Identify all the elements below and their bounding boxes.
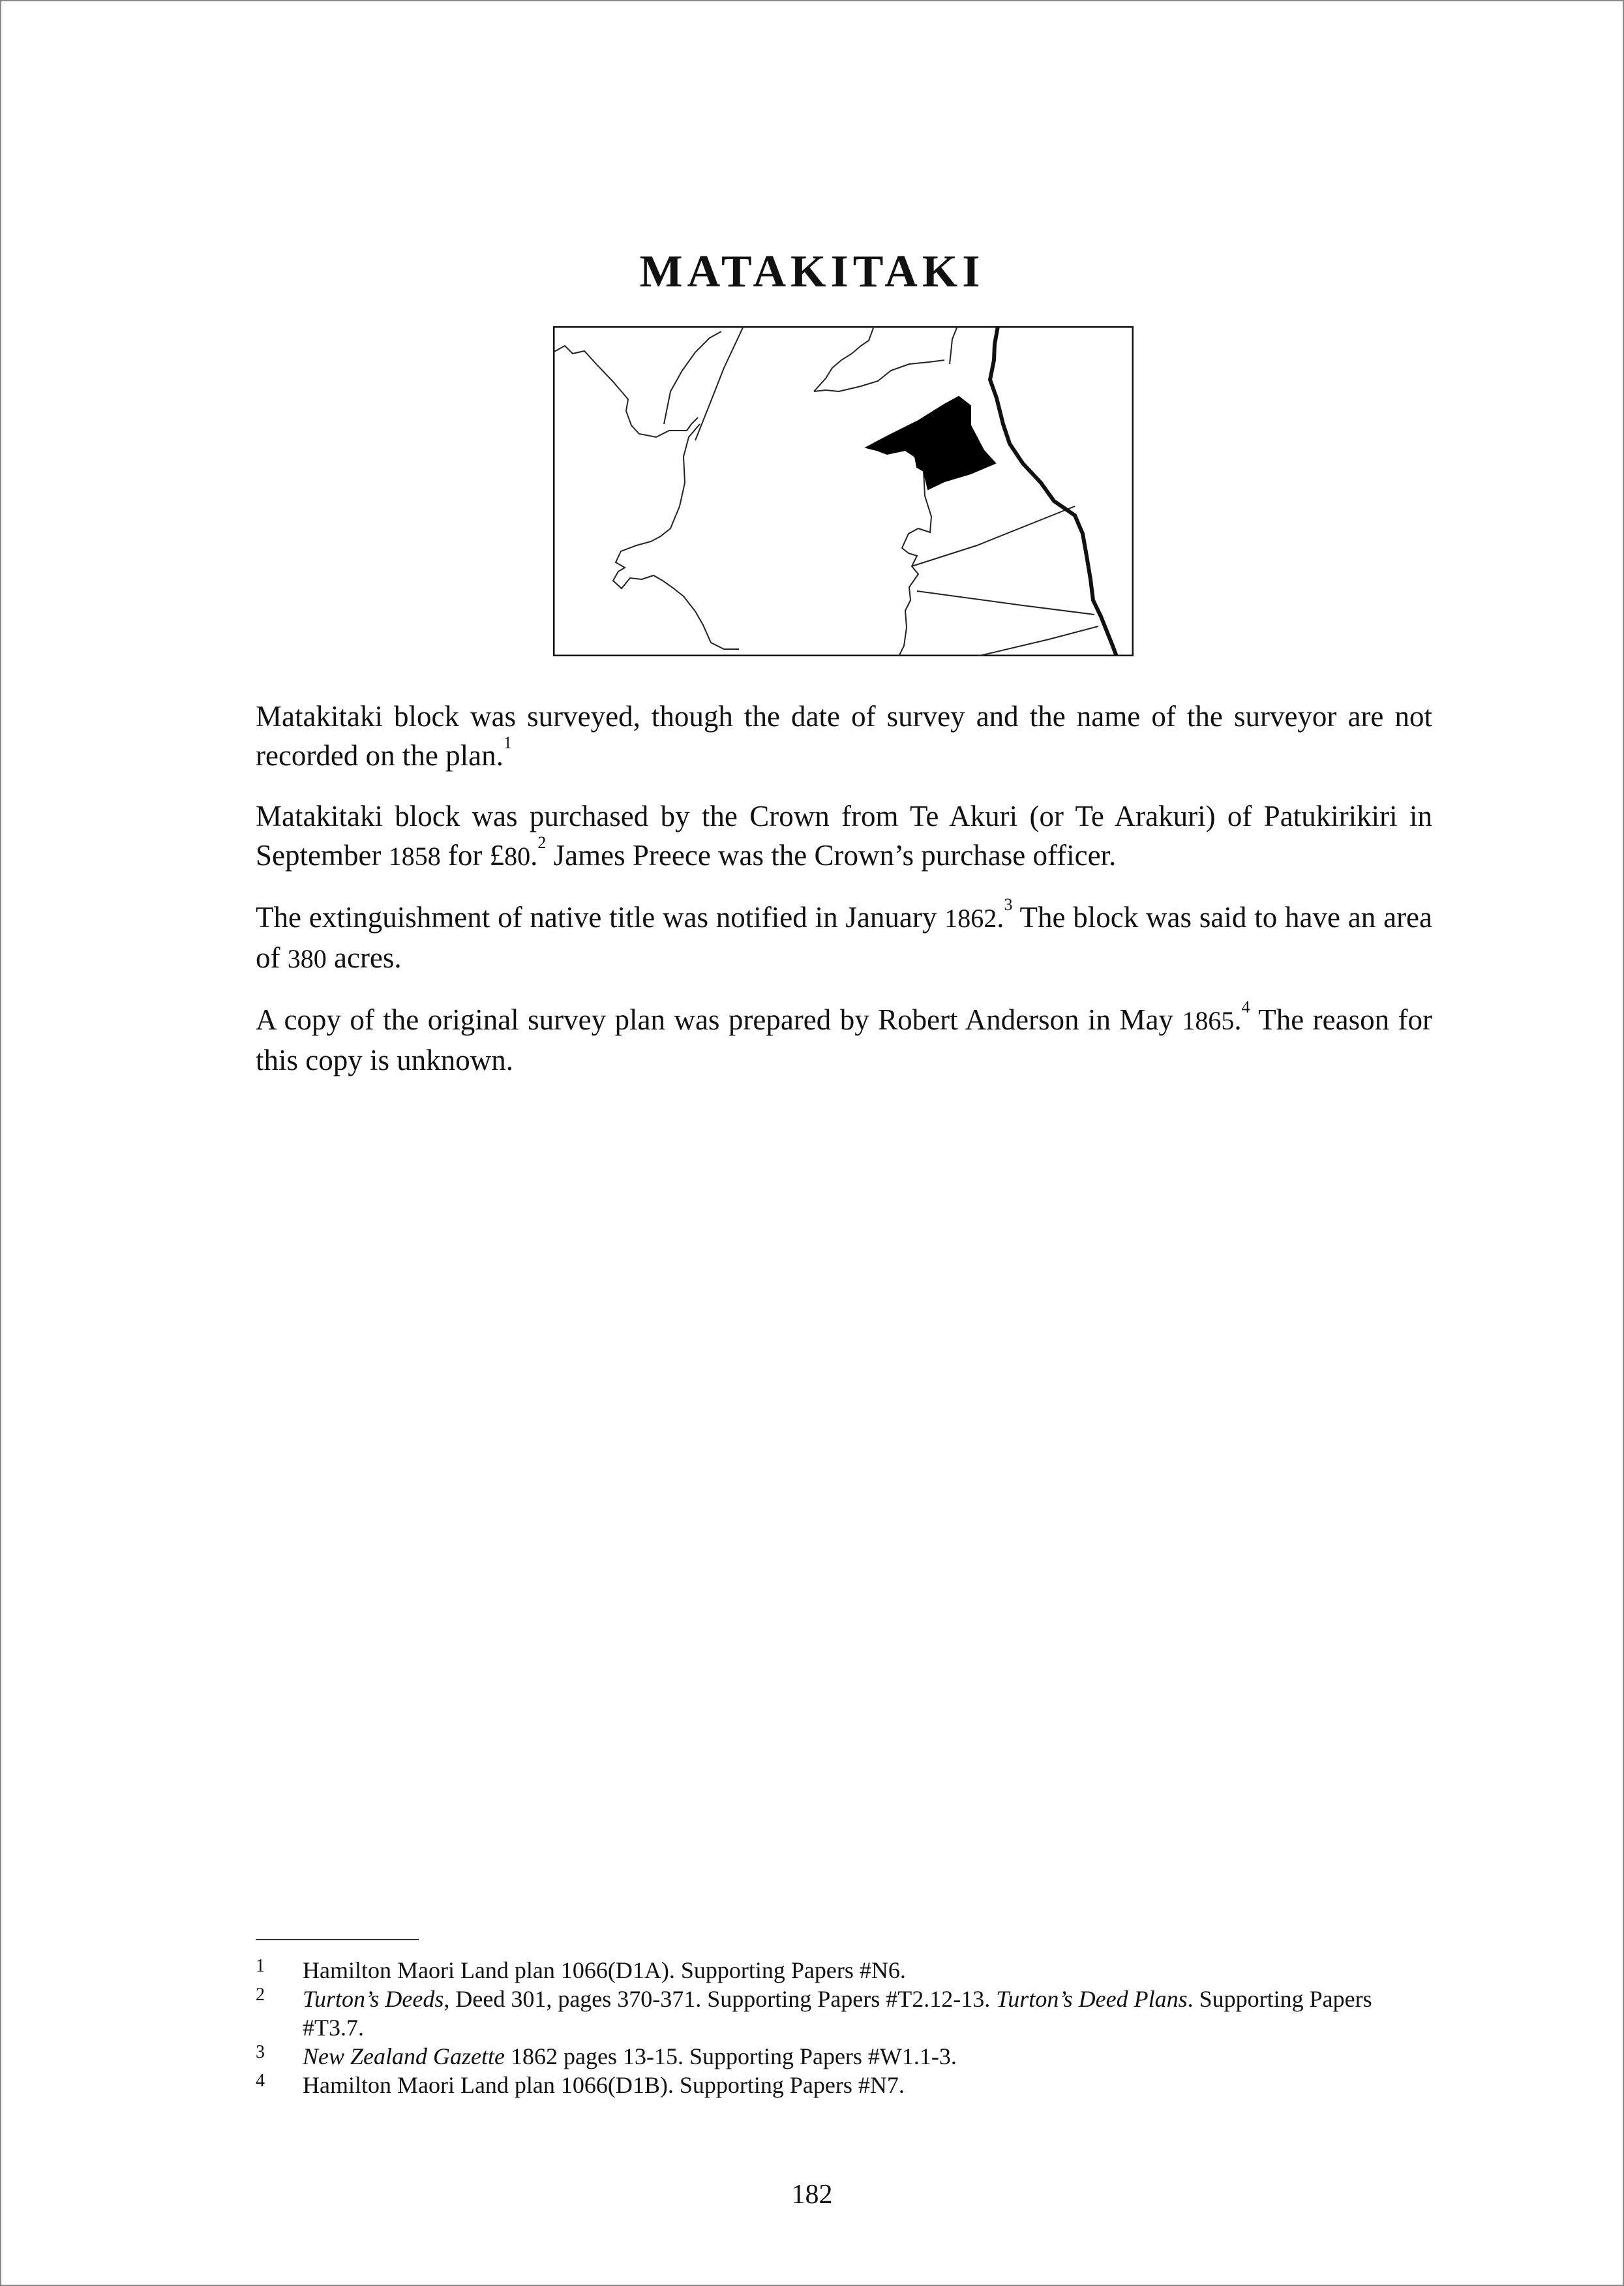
body-text bbox=[256, 697, 1432, 1101]
purchase-year: 1858 bbox=[388, 842, 441, 871]
matakitaki-block bbox=[866, 397, 995, 489]
footnote-ref-2[interactable]: 2 bbox=[537, 833, 547, 852]
paragraph-text: Matakitaki block was purchased by the Crown from Te Akuri (or Te Arakuri) of Patukirikiri in September bbox=[256, 800, 1432, 872]
block-area: 380 bbox=[287, 944, 327, 973]
footnote-text: , Deed 301, pages 370-371. Supporting Papers #T2.12-13. bbox=[444, 1986, 997, 2012]
footnote-number: 3 bbox=[256, 2042, 265, 2062]
footnote-source-title: Turton’s Deeds bbox=[303, 1986, 444, 2012]
map-coastlines bbox=[553, 326, 957, 656]
footnote-2 bbox=[256, 1985, 1430, 2042]
paragraph-text: A copy of the original survey plan was prepared by Robert Anderson in May bbox=[256, 1003, 1182, 1036]
footnote-divider bbox=[256, 1939, 419, 1940]
river-boundary bbox=[990, 326, 1117, 656]
paragraph-text: Matakitaki block was surveyed, though the date of survey and the name of the surveyor are not recorded on the plan. bbox=[256, 700, 1432, 772]
page-number: 182 bbox=[791, 2180, 833, 2210]
copy-year: 1865 bbox=[1182, 1006, 1235, 1035]
footnote-text: Hamilton Maori Land plan 1066(D1B). Supporting Papers #N7. bbox=[303, 2072, 905, 2098]
footnote-3 bbox=[256, 2042, 1430, 2071]
notification-year: 1862 bbox=[944, 904, 997, 933]
footnote-4 bbox=[256, 2071, 1430, 2099]
footnote-number: 4 bbox=[256, 2071, 265, 2091]
footnote-number: 1 bbox=[256, 1956, 265, 1976]
footnote-ref-4[interactable]: 4 bbox=[1241, 998, 1250, 1016]
paragraph-1 bbox=[256, 697, 1432, 775]
paragraph-text: . bbox=[1234, 1003, 1242, 1036]
footnote-1 bbox=[256, 1956, 1430, 1985]
paragraph-text: for £ bbox=[440, 839, 505, 872]
paragraph-2 bbox=[256, 797, 1432, 876]
footnote-ref-3[interactable]: 3 bbox=[1004, 895, 1013, 914]
paragraph-text: . bbox=[997, 901, 1004, 934]
footnote-text: Hamilton Maori Land plan 1066(D1A). Supporting Papers #N6. bbox=[303, 1957, 906, 1983]
footnote-text: . Supporting Papers #T3.7. bbox=[303, 1986, 1372, 2041]
block-location-map bbox=[553, 326, 1134, 656]
paragraph-text: The reason for this copy is unknown. bbox=[256, 1003, 1432, 1076]
block-boundaries bbox=[912, 506, 1098, 656]
paragraph-text: The block was said to have an area of bbox=[256, 901, 1432, 974]
purchase-amount: 80 bbox=[504, 842, 531, 871]
footnote-number: 2 bbox=[256, 1985, 265, 2005]
footnote-source-title: Turton’s Deed Plans bbox=[996, 1986, 1188, 2012]
footnotes bbox=[256, 1956, 1430, 2099]
footnote-ref-1[interactable]: 1 bbox=[503, 733, 512, 752]
paragraph-4 bbox=[256, 1000, 1432, 1080]
footnote-text: 1862 pages 13-15. Supporting Papers #W1.1-3. bbox=[504, 2043, 957, 2069]
page-title: MATAKITAKI bbox=[639, 246, 985, 297]
footnote-source-title: New Zealand Gazette bbox=[303, 2043, 505, 2069]
paragraph-text: acres. bbox=[326, 941, 402, 974]
paragraph-3 bbox=[256, 895, 1432, 979]
paragraph-text: James Preece was the Crown’s purchase officer. bbox=[546, 839, 1117, 872]
paragraph-text: The extinguishment of native title was notified in January bbox=[256, 901, 945, 934]
paragraph-text: . bbox=[530, 839, 538, 872]
